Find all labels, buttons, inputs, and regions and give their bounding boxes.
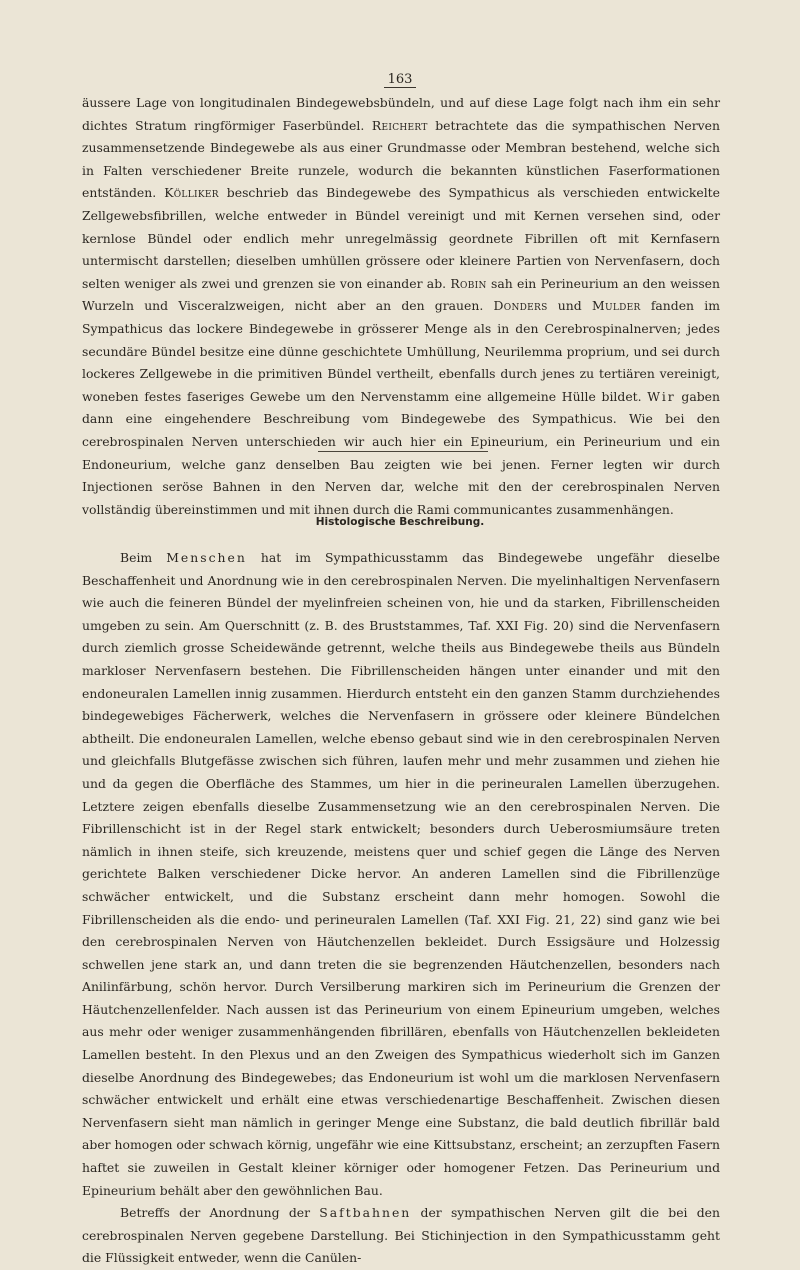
section-heading: Histologische Beschreibung.: [315, 516, 485, 528]
text-run: Reichert: [371, 117, 428, 133]
text-run: Betreffs der Anordnung der: [120, 1205, 320, 1221]
text-run: Beim: [120, 550, 167, 565]
top-paragraph: [82, 92, 720, 521]
text-run: äussere Lage von longitudinalen Bindegewebsbündeln, und auf diese Lage folgt nach ihm ein sehr dichtes Stratum ringförmiger Faserbündel.: [82, 95, 720, 133]
text-run: betrachtete das die sympathischen Nerven zusammensetzende Bindegewebe als aus einer Grundmasse oder Membran bestehend, welche sich in Falten verschiedener Breite runzele, wodurch die bekannten künstlichen Faserformationen entständen.: [82, 117, 720, 201]
text-run: fanden im Sympathicus das lockere Bindegewebe in grösserer Menge als in den Cerebrospinalnerven; jedes secundäre Bündel besitze eine dünne geschichtete Umhüllung, Neurilemma proprium, und sei durch lockeres Zellgewebe in die primitiven Bündel vertheilt, ebenfalls durch jenes zu tertiären vereinigt, woneben festes faseriges Gewebe um den Nervenstamm eine allgemeine Hülle bildet.: [82, 298, 720, 404]
page-number: 163: [0, 72, 800, 87]
section-divider: [318, 451, 488, 452]
top-text-block: [82, 92, 720, 521]
text-run: Kölliker: [164, 185, 219, 201]
text-run: der sympathischen Nerven gilt die bei den cerebrospinalen Nerven gegebene Darstellung. Bei Stichinjection in den Sympathicusstamm geht die Flüssigkeit entweder, wenn die Canülen-: [82, 1205, 720, 1266]
section-text-block: [82, 547, 720, 1270]
section-paragraph: [82, 1202, 720, 1270]
text-run: sah ein Perineurium an den weissen Wurzeln und Visceralzweigen, nicht aber an den grauen.: [82, 275, 720, 314]
text-run: Saftbahnen: [319, 1205, 412, 1221]
text-run: Menschen: [166, 550, 247, 565]
text-run: Mulder: [591, 298, 641, 314]
text-run: hat im Sympathicusstamm das Bindegewebe ungefähr dieselbe Beschaffenheit und Anordnung wie in den cerebrospinalen Nerven. Die myelinhaltigen Nervenfasern wie auch die feineren Bündel der myelinfreien scheinen von, hie und da starken, Fibrillenscheiden umgeben zu sein. Am Querschnitt (z. B. des Bruststammes, Taf. XXI Fig. 20) sind die Nervenfasern durch ziemlich grosse Scheidewände getrennt, welche theils aus Bindegewebe theils aus Bündeln markloser Nervenfasern bestehen. Die Fibrillenscheiden hängen unter einander und mit den endoneuralen Lamellen innig zusammen. Hierdurch entsteht ein den ganzen Stamm durchziehendes bindegewebiges Fächerwerk, welches die Nervenfasern in grössere oder kleinere Bündelchen abtheilt. Die endoneuralen Lamellen, welche ebenso gebaut sind wie in den cerebrospinalen Nerven und gleichfalls Blutgefässe zwischen sich führen, laufen mehr und mehr zusammen und ziehen hie und da gegen die Oberfläche des Stammes, um hier in die perineuralen Lamellen überzugehen. Letztere zeigen ebenfalls dieselbe Zusammensetzung wie an den cerebrospinalen Nerven. Die Fibrillenschicht ist in der Regel stark entwickelt; besonders durch Ueberosmiumsäure treten nämlich in ihnen steife, sich kreuzende, meistens quer und schief gegen die Länge des Nerven gerichtete Balken verschiedener Dicke hervor. An anderen Lamellen sind die Fibrillenzüge schwächer entwickelt, und die Substanz erscheint dann mehr homogen. Sowohl die Fibrillenscheiden als die endo- und perineuralen Lamellen (Taf. XXI Fig. 21, 22) sind ganz wie bei den cerebrospinalen Nerven von Häutchenzellen bekleidet. Durch Essigsäure und Holzessig schwellen jene stark an, und dann treten die sie begrenzenden Häutchenzellen, besonders nach Anilinfärbung, schön hervor. Durch Versilberung markiren sich im Perineurium die Grenzen der Häutchenzellenfelder. Nach aussen ist das Perineurium von einem Epineurium umgeben, welches aus mehr oder weniger zusammenhängenden fibrillären, ebenfalls von Häutchenzellen bekleideten Lamellen besteht. In den Plexus und an den Zweigen des Sympathicus wiederholt sich im Ganzen dieselbe Anordnung des Bindegewebes; das Endoneurium ist wohl um die marklosen Nervenfasern schwächer entwickelt und erhält eine etwas verschiedenartige Beschaffenheit. Zwischen diesen Nervenfasern sieht man nämlich in geringer Menge eine Substanz, die bald deutlich fibrillär bald aber homogen oder schwach körnig, ungefähr wie eine Kittsubstanz, erscheint; an zerzupften Fasern haftet sie zuweilen in Gestalt kleiner körniger oder homogener Fetzen. Das Perineurium und Epineurium behält aber den gewöhnlichen Bau.: [82, 550, 720, 1198]
text-run: Donders: [493, 298, 548, 314]
text-run: Wir: [647, 388, 676, 404]
text-run: beschrieb das Bindegewebe des Sympathicus als verschieden entwickelte Zellgewebsfibrillen, welche entweder in Bündel vereinigt und mit Kernen versehen sind, oder kernlose Bündel oder endlich mehr unregelmässig geordnete Fibrillen oft mit Kernfasern untermischt darstellen; dieselben umhüllen grössere oder kleinere Partien von Nervenfasern, doch selten weniger als zwei und grenzen sie von einander ab.: [82, 185, 720, 291]
text-run: gaben dann eine eingehendere Beschreibung vom Bindegewebe des Sympathicus. Wie bei den cerebrospinalen Nerven unterschieden wir auch hier ein Epineurium, ein Perineurium und ein Endoneurium, welche ganz denselben Bau zeigten wie bei jenen. Ferner legten wir durch Injectionen seröse Bahnen in den Nerven dar, welche mit den der cerebrospinalen Nerven vollständig übereinstimmen und mit ihnen durch die Rami communicantes zusammenhängen.: [82, 388, 720, 517]
section-paragraph: [82, 547, 720, 1202]
text-run: Robin: [450, 275, 487, 291]
text-run: und: [547, 298, 592, 314]
